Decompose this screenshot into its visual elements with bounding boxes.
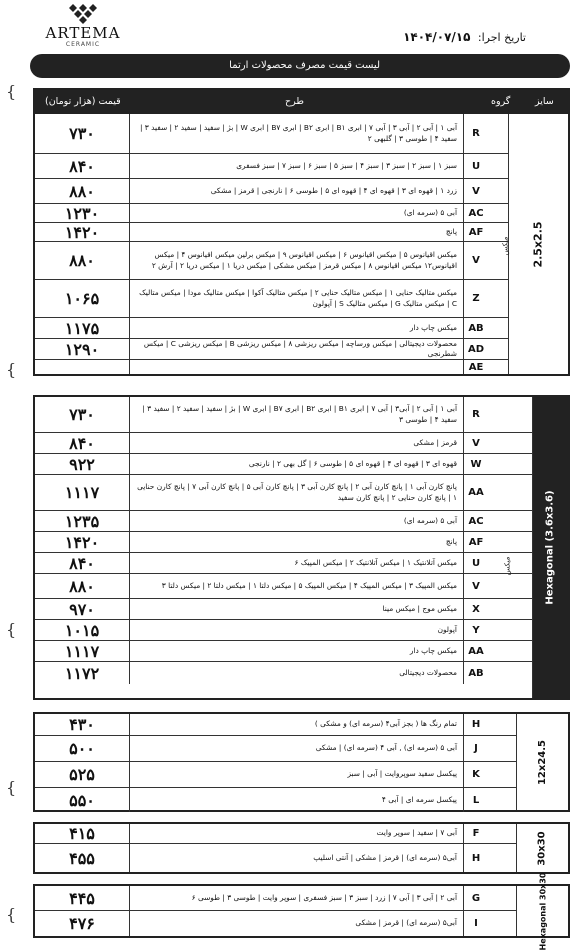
design-cell: میکس اقیانوس ۵ | میکس اقیانوس ۶ | میکس اقیانوس ۹ | میکس برلین میکس اقیانوس ۴ | میکس اقیانوس۱۲ میکس اقیانوس ۸ | میکس قرمز | میکس مشکی | میکس دریا ۱ | میکس دریا ۲ | آرش ۲	[130, 242, 464, 279]
design-cell: سبز ۱ | سبز ۲ | سبز ۳ | سبز ۴ | سبز ۵ | سبز ۶ | سبز ۷ | سبز فسفری	[130, 154, 464, 178]
price-cell: ۱۰۱۵	[35, 620, 130, 640]
header-group: گروه	[491, 96, 511, 107]
design-cell: آبی۵ (سرمه ای) | قرمز | مشکی | آنتی اسلیپ	[130, 844, 464, 872]
table-row	[35, 620, 532, 641]
table-row	[35, 788, 516, 812]
brand-subtitle: CERAMIC	[65, 41, 101, 48]
design-cell: قرمز | مشکی	[130, 433, 464, 453]
section-2.5x2.5	[33, 88, 570, 376]
group-cell: AB	[468, 667, 484, 679]
price-cell: ۱۴۲۰	[35, 223, 130, 241]
group-cell: V	[472, 437, 480, 449]
section-hexagonal-30x30	[33, 872, 570, 950]
page-title: لیست قیمت مصرف محصولات ارتما	[30, 54, 570, 78]
design-cell: آبی ۲ | آبی ۳ | آبی ۷ | زرد | سبز ۳ | سبز فسفری | سوپر وایت | طوسی ۳ | طوسی ۶	[130, 886, 464, 910]
size-label: Hexagonal 30x30	[538, 872, 548, 950]
group-cell: U	[471, 160, 481, 172]
size-cell	[508, 114, 568, 374]
design-cell: آبی ۱ | آبی ۲ | آبی۳ | آبی ۷ | ابری B۱ | ابری B۲ | ابری B۷ | ابری W | بژ | سفید | سفید ۲ | سفید ۳ | سفید ۴ | طوسی ۳	[130, 397, 464, 432]
date	[403, 30, 526, 44]
price-cell: ۱۲۳۵	[35, 511, 130, 531]
design-cell: آبی ۵ (سرمه ای) , آبی ۴ (سرمه ای) | مشکی	[130, 736, 464, 761]
section-hexagonal	[33, 395, 570, 700]
table-row	[35, 318, 508, 339]
price-cell: ۱۱۱۷	[35, 475, 130, 510]
section-12x24.5	[33, 712, 570, 812]
design-cell: آبی ۷ | سفید | سوپر وایت	[130, 824, 464, 843]
price-cell: ۸۸۰	[35, 574, 130, 598]
design-cell: پیکسل سفید سوپروایت | آبی | سبز	[130, 762, 464, 787]
price-cell: ۸۸۰	[35, 179, 130, 203]
group-cell: AC	[468, 207, 484, 219]
design-cell: پیکسل سرمه ای | آبی ۴	[130, 788, 464, 812]
table-row	[35, 242, 508, 280]
design-cell: آبی ۵ (سرمه ای)	[130, 204, 464, 222]
design-cell: آبی۵ (سرمه ای) | قرمز | مشکی	[130, 911, 464, 936]
mix-side-label: میکس	[503, 556, 512, 576]
price-cell: ۱۱۷۵	[35, 318, 130, 338]
binding-mark-icon: {	[6, 620, 17, 639]
price-cell: ۹۷۰	[35, 599, 130, 619]
group-cell: X	[472, 603, 480, 615]
table-row	[35, 736, 516, 762]
price-cell: ۵۰۰	[35, 736, 130, 761]
design-cell: پانچ	[130, 223, 464, 241]
design-cell: محصولات دیجیتالی | میکس ورساچه | میکس ریزشی ۸ | میکس ریزشی B | میکس ریزشی C | میکس شطرنجی	[130, 339, 464, 359]
group-cell: AC	[468, 515, 484, 527]
table-row	[35, 714, 516, 736]
table-row	[35, 280, 508, 318]
size-label: 30x30	[536, 830, 548, 866]
table-row	[35, 397, 532, 433]
design-cell: میکس موج | میکس مینا	[130, 599, 464, 619]
group-cell: AF	[468, 536, 484, 548]
group-cell: AA	[468, 645, 484, 657]
table-row	[35, 532, 532, 553]
table-row	[35, 154, 508, 179]
design-cell: میکس چاپ دار	[130, 641, 464, 661]
group-cell: U	[471, 557, 481, 569]
design-cell: پانچ	[130, 532, 464, 552]
group-cell: V	[472, 255, 480, 266]
group-cell: K	[472, 769, 480, 780]
table-row	[35, 886, 516, 911]
design-cell: آبی ۵ (سرمه ای)	[130, 511, 464, 531]
price-cell: ۹۲۲	[35, 454, 130, 474]
price-cell: ۷۳۰	[35, 397, 130, 432]
design-cell: میکس متالیک حنایی ۱ | میکس متالیک حنایی ۲ | میکس متالیک آکوا | میکس متالیک مودا | میکس متالیک C | میکس متالیک G | میکس متالیک S | آپولون	[130, 280, 464, 317]
binding-mark-icon: {	[6, 82, 17, 101]
size-label: 2.5x2.5	[531, 220, 545, 268]
group-cell: W	[470, 458, 482, 470]
table-row	[35, 475, 532, 511]
price-cell: ۴۵۵	[35, 844, 130, 872]
brand-logo	[38, 4, 128, 48]
binding-mark-icon: {	[6, 778, 17, 797]
date-value: ۱۴۰۴/۰۷/۱۵	[403, 30, 471, 44]
table-row	[35, 641, 532, 662]
group-cell: V	[472, 580, 480, 592]
table-row	[35, 433, 532, 454]
table-header	[35, 90, 568, 114]
price-cell: ۱۱۷۲	[35, 662, 130, 684]
price-cell: ۱۰۶۵	[35, 280, 130, 317]
header-design: طرح	[285, 96, 304, 107]
header-size: سایز	[535, 96, 554, 107]
price-cell: ۸۴۰	[35, 433, 130, 453]
design-cell: پانچ کارن آبی ۱ | پانچ کارن آبی ۲ | پانچ کارن آبی ۳ | پانچ کارن آبی ۵ | پانچ کارن آبی ۷ | پانچ کارن حنایی ۱ | پانچ کارن حنایی ۲ | پانچ کارن سفید	[130, 475, 464, 510]
table-row	[35, 179, 508, 204]
table-row	[35, 511, 532, 532]
price-cell: ۴۴۵	[35, 886, 130, 910]
group-cell: G	[471, 892, 481, 904]
table-row	[35, 844, 516, 872]
table-row	[35, 454, 532, 475]
design-cell: زرد ۱ | قهوه ای ۳ | قهوه ای ۴ | قهوه ای ۵ | طوسی ۶ | نارنجی | قرمز | مشکی	[130, 179, 464, 203]
table-row	[35, 204, 508, 223]
price-cell: ۵۵۰	[35, 788, 130, 812]
date-label: تاریخ اجرا:	[477, 31, 526, 44]
price-cell: ۸۸۰	[35, 242, 130, 279]
group-cell: V	[472, 185, 480, 197]
table-row	[35, 360, 508, 374]
diamond-logo-icon	[68, 4, 98, 26]
group-cell: AD	[467, 343, 485, 355]
size-label: 12x24.5	[536, 739, 548, 785]
group-cell: L	[472, 794, 480, 806]
price-cell: ۴۳۰	[35, 714, 130, 735]
group-cell: AF	[468, 226, 484, 238]
price-cell: ۴۱۵	[35, 824, 130, 843]
mix-side-label: میکس	[501, 236, 510, 256]
price-cell	[35, 360, 130, 374]
table-row	[35, 911, 516, 936]
table-row	[35, 339, 508, 360]
table-row	[35, 662, 532, 684]
group-cell: F	[472, 828, 480, 839]
table-row	[35, 599, 532, 620]
design-cell: آپولون	[130, 620, 464, 640]
group-cell: H	[471, 719, 481, 730]
group-cell: AA	[468, 487, 484, 498]
price-cell: ۱۱۱۷	[35, 641, 130, 661]
design-cell: میکس چاپ دار	[130, 318, 464, 338]
group-cell: Y	[472, 624, 480, 636]
size-cell	[516, 872, 568, 950]
size-label: Hexagonal (3.6x3.6)	[545, 490, 556, 605]
design-cell: قهوه ای ۳ | قهوه ای ۴ | قهوه ای ۵ | طوسی ۶ | گل بهی ۲ | نارنجی	[130, 454, 464, 474]
design-cell	[130, 360, 464, 374]
group-cell: R	[472, 409, 480, 420]
section-30x30	[33, 822, 570, 874]
group-cell: AB	[468, 322, 484, 334]
group-cell: H	[471, 852, 481, 864]
table-row	[35, 223, 508, 242]
binding-mark-icon: {	[6, 360, 17, 379]
size-cell	[516, 714, 568, 810]
table-row	[35, 553, 532, 574]
price-cell: ۴۷۶	[35, 911, 130, 936]
size-cell	[516, 824, 568, 872]
price-cell: ۸۴۰	[35, 154, 130, 178]
group-cell: Z	[472, 293, 480, 304]
binding-mark-icon: {	[6, 905, 17, 924]
design-cell: محصولات دیجیتالی	[130, 662, 464, 684]
table-row	[35, 574, 532, 599]
price-cell: ۱۲۳۰	[35, 204, 130, 222]
design-cell: تمام رنگ ها ( بجز آبی۴ (سرمه ای) و مشکی )	[130, 714, 464, 735]
price-cell: ۱۴۲۰	[35, 532, 130, 552]
size-cell	[532, 397, 568, 698]
design-cell: میکس آتلانتیک ۱ | میکس آتلانتیک ۲ | میکس المپیک ۶	[130, 553, 464, 573]
price-cell: ۸۴۰	[35, 553, 130, 573]
price-cell: ۱۲۹۰	[35, 339, 130, 359]
design-cell: میکس المپیک ۳ | میکس المپیک ۴ | میکس المپیک ۵ | میکس دلتا ۱ | میکس دلتا ۲ | میکس دلتا ۳	[130, 574, 464, 598]
group-cell: J	[474, 743, 478, 754]
header-price: قیمت (هزار تومان)	[45, 96, 121, 107]
price-cell: ۵۲۵	[35, 762, 130, 787]
design-cell: آبی ۱ | آبی ۲ | آبی ۳ | آبی ۷ | ابری B۱ | ابری B۲ | ابری B۷ | ابری W | بژ | سفید | سفید ۲ | سفید ۳ | سفید ۴ | طوسی ۳ | گلبهی ۲	[130, 114, 464, 153]
group-cell: AE	[468, 361, 484, 373]
price-cell: ۷۳۰	[35, 114, 130, 153]
table-row	[35, 114, 508, 154]
group-cell: I	[474, 918, 478, 929]
table-row	[35, 762, 516, 788]
table-row	[35, 824, 516, 844]
brand-name: ARTEMA	[45, 24, 121, 42]
group-cell: R	[472, 128, 480, 139]
